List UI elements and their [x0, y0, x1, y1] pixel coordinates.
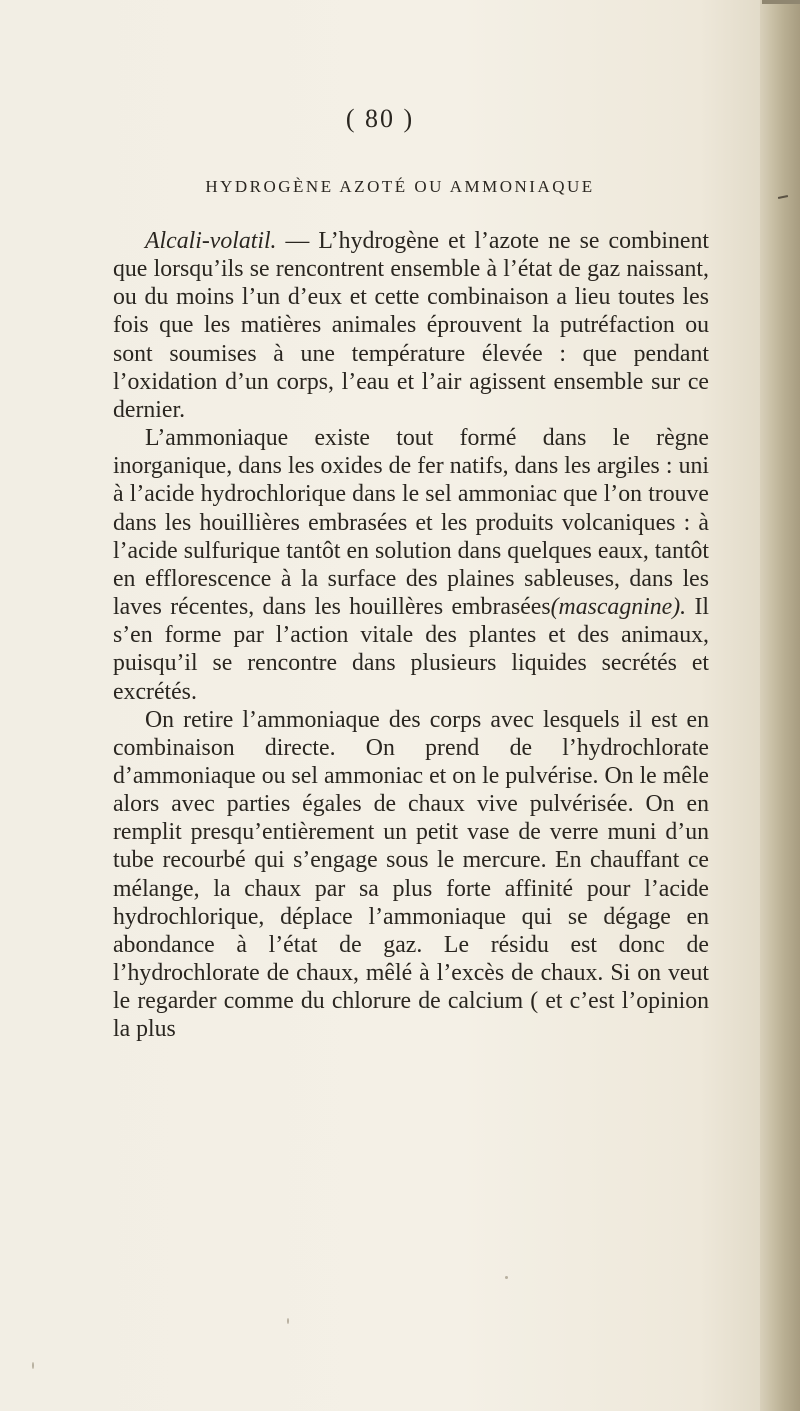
paragraph-1-text: — L’hydrogène et l’azote ne se combinent que lorsqu’ils se rencontrent ensemble à l’état de gaz naissant, ou du moins l’un d’eux et cette combinaison a lieu toutes les fois que les matières animales éprouvent la putréfaction ou sont soumises à une température élevée : que pendant l’oxidation d’un corps, l’eau et l’air agissent ensemble sur ce dernier. — [113, 228, 709, 423]
paragraph-2-italic: (mascagnine). — [550, 594, 687, 621]
section-heading: HYDROGÈNE AZOTÉ OU AMMONIAQUE — [205, 177, 595, 196]
paper-speck — [287, 1318, 289, 1324]
paragraph-2 — [113, 424, 709, 706]
paragraph-2-text-before: L’ammoniaque existe tout formé dans le règne inorganique, dans les oxides de fer natifs, dans les argiles : uni à l’acide hydrochlorique dans le sel ammoniac que l’on trouve dans les houillières embrasées et les produits volcaniques : à l’acide sulfurique tantôt en solution dans quelques eaux, tantôt en efflorescence à la surface des plaines sableuses, dans les laves récentes, dans les houillères embrasées — [113, 425, 709, 621]
spine-edge — [762, 0, 800, 4]
paragraph-3-text: On retire l’ammoniaque des corps avec lesquels il est en combinaison directe. On prend de l’hydrochlorate d’ammoniaque ou sel ammoniac et on le pulvérise. On le mêle alors avec parties égales de chaux vive pulvérisée. On en remplit presqu’entièrement un petit vase de verre muni d’un tube recourbé qui s’engage sous le mercure. En chauffant ce mélange, la chaux par sa plus forte affinité pour l’acide hydrochlorique, déplace l’ammoniaque qui se dégage en abondance à l’état de gaz. Le résidu est donc de l’hydrochlorate de chaux, mêlé à l’excès de chaux. Si on veut le regarder comme du chlorure de calcium ( et c’est l’opinion la plus — [113, 706, 709, 1043]
paragraph-1 — [113, 227, 709, 424]
paper-speck — [505, 1276, 508, 1279]
paper-speck — [32, 1362, 34, 1369]
page-number: ( 80 ) — [345, 104, 415, 133]
paragraph-2-text-after: Il s’en forme par l’action vitale des plantes et des animaux, puisqu’il se rencontre dans plusieurs liquides secrétés et excrétés. — [113, 594, 709, 705]
paragraph-1-lead: Alcali-volatil. — [145, 228, 277, 254]
paragraph-3 — [113, 706, 709, 1044]
body-text — [113, 227, 709, 1044]
book-spine — [760, 0, 800, 1411]
